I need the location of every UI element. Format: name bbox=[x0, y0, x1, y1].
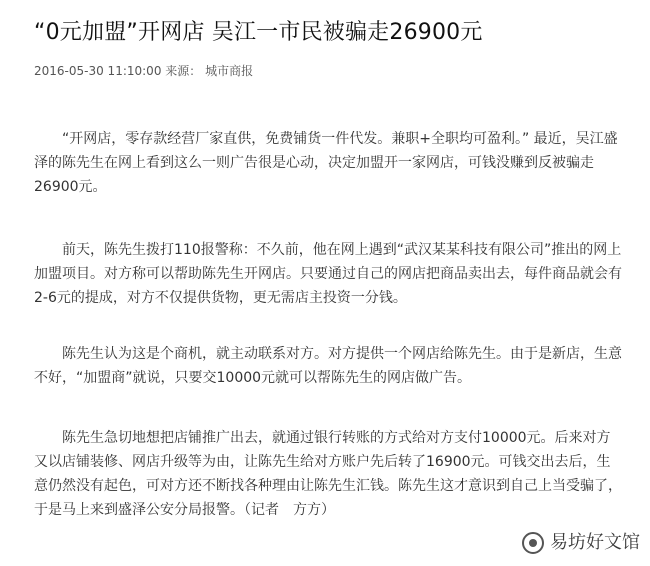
circle-logo-icon bbox=[522, 532, 544, 554]
article-meta bbox=[34, 63, 253, 79]
watermark-text: 易坊好文馆 bbox=[550, 532, 640, 553]
article-paragraph bbox=[34, 426, 624, 522]
watermark bbox=[522, 532, 640, 554]
article-paragraph bbox=[34, 342, 624, 390]
publish-datetime: 2016-05-30 11:10:00 bbox=[34, 64, 162, 78]
article-paragraph bbox=[34, 238, 624, 310]
article-paragraph bbox=[34, 127, 624, 199]
paragraph-text: 前天，陈先生拨打110报警称：不久前，他在网上遇到“武汉某某科技有限公司”推出的网上加盟项目。对方称可以帮助陈先生开网店。只要通过自己的网店把商品卖出去，每件商品就会有2-6元的提成，对方不仅提供货物，更无需店主投资一分钱。 bbox=[34, 242, 622, 306]
paragraph-text: 陈先生急切地想把店铺推广出去，就通过银行转账的方式给对方支付10000元。后来对方又以店铺装修、网店升级等为由，让陈先生给对方账户先后转了16900元。可钱交出去后，生意仍然没有起色，可对方还不断找各种理由让陈先生汇钱。陈先生这才意识到自己上当受骗了，于是马上来到盛泽公安分局报警。（记者 方方） bbox=[34, 430, 622, 518]
source-label: 来源： bbox=[165, 64, 202, 78]
article-title: “0元加盟”开网店 吴江一市民被骗走26900元 bbox=[34, 20, 483, 45]
source-name: 城市商报 bbox=[205, 64, 254, 78]
paragraph-text: 陈先生认为这是个商机，就主动联系对方。对方提供一个网店给陈先生。由于是新店，生意不好，“加盟商”就说，只要交10000元就可以帮陈先生的网店做广告。 bbox=[34, 346, 622, 386]
paragraph-text: “开网店，零存款经营厂家直供，免费铺货一件代发。兼职+全职均可盈利。” 最近，吴江盛泽的陈先生在网上看到这么一则广告很是心动，决定加盟开一家网店，可钱没赚到反被骗走26900元。 bbox=[34, 131, 618, 195]
